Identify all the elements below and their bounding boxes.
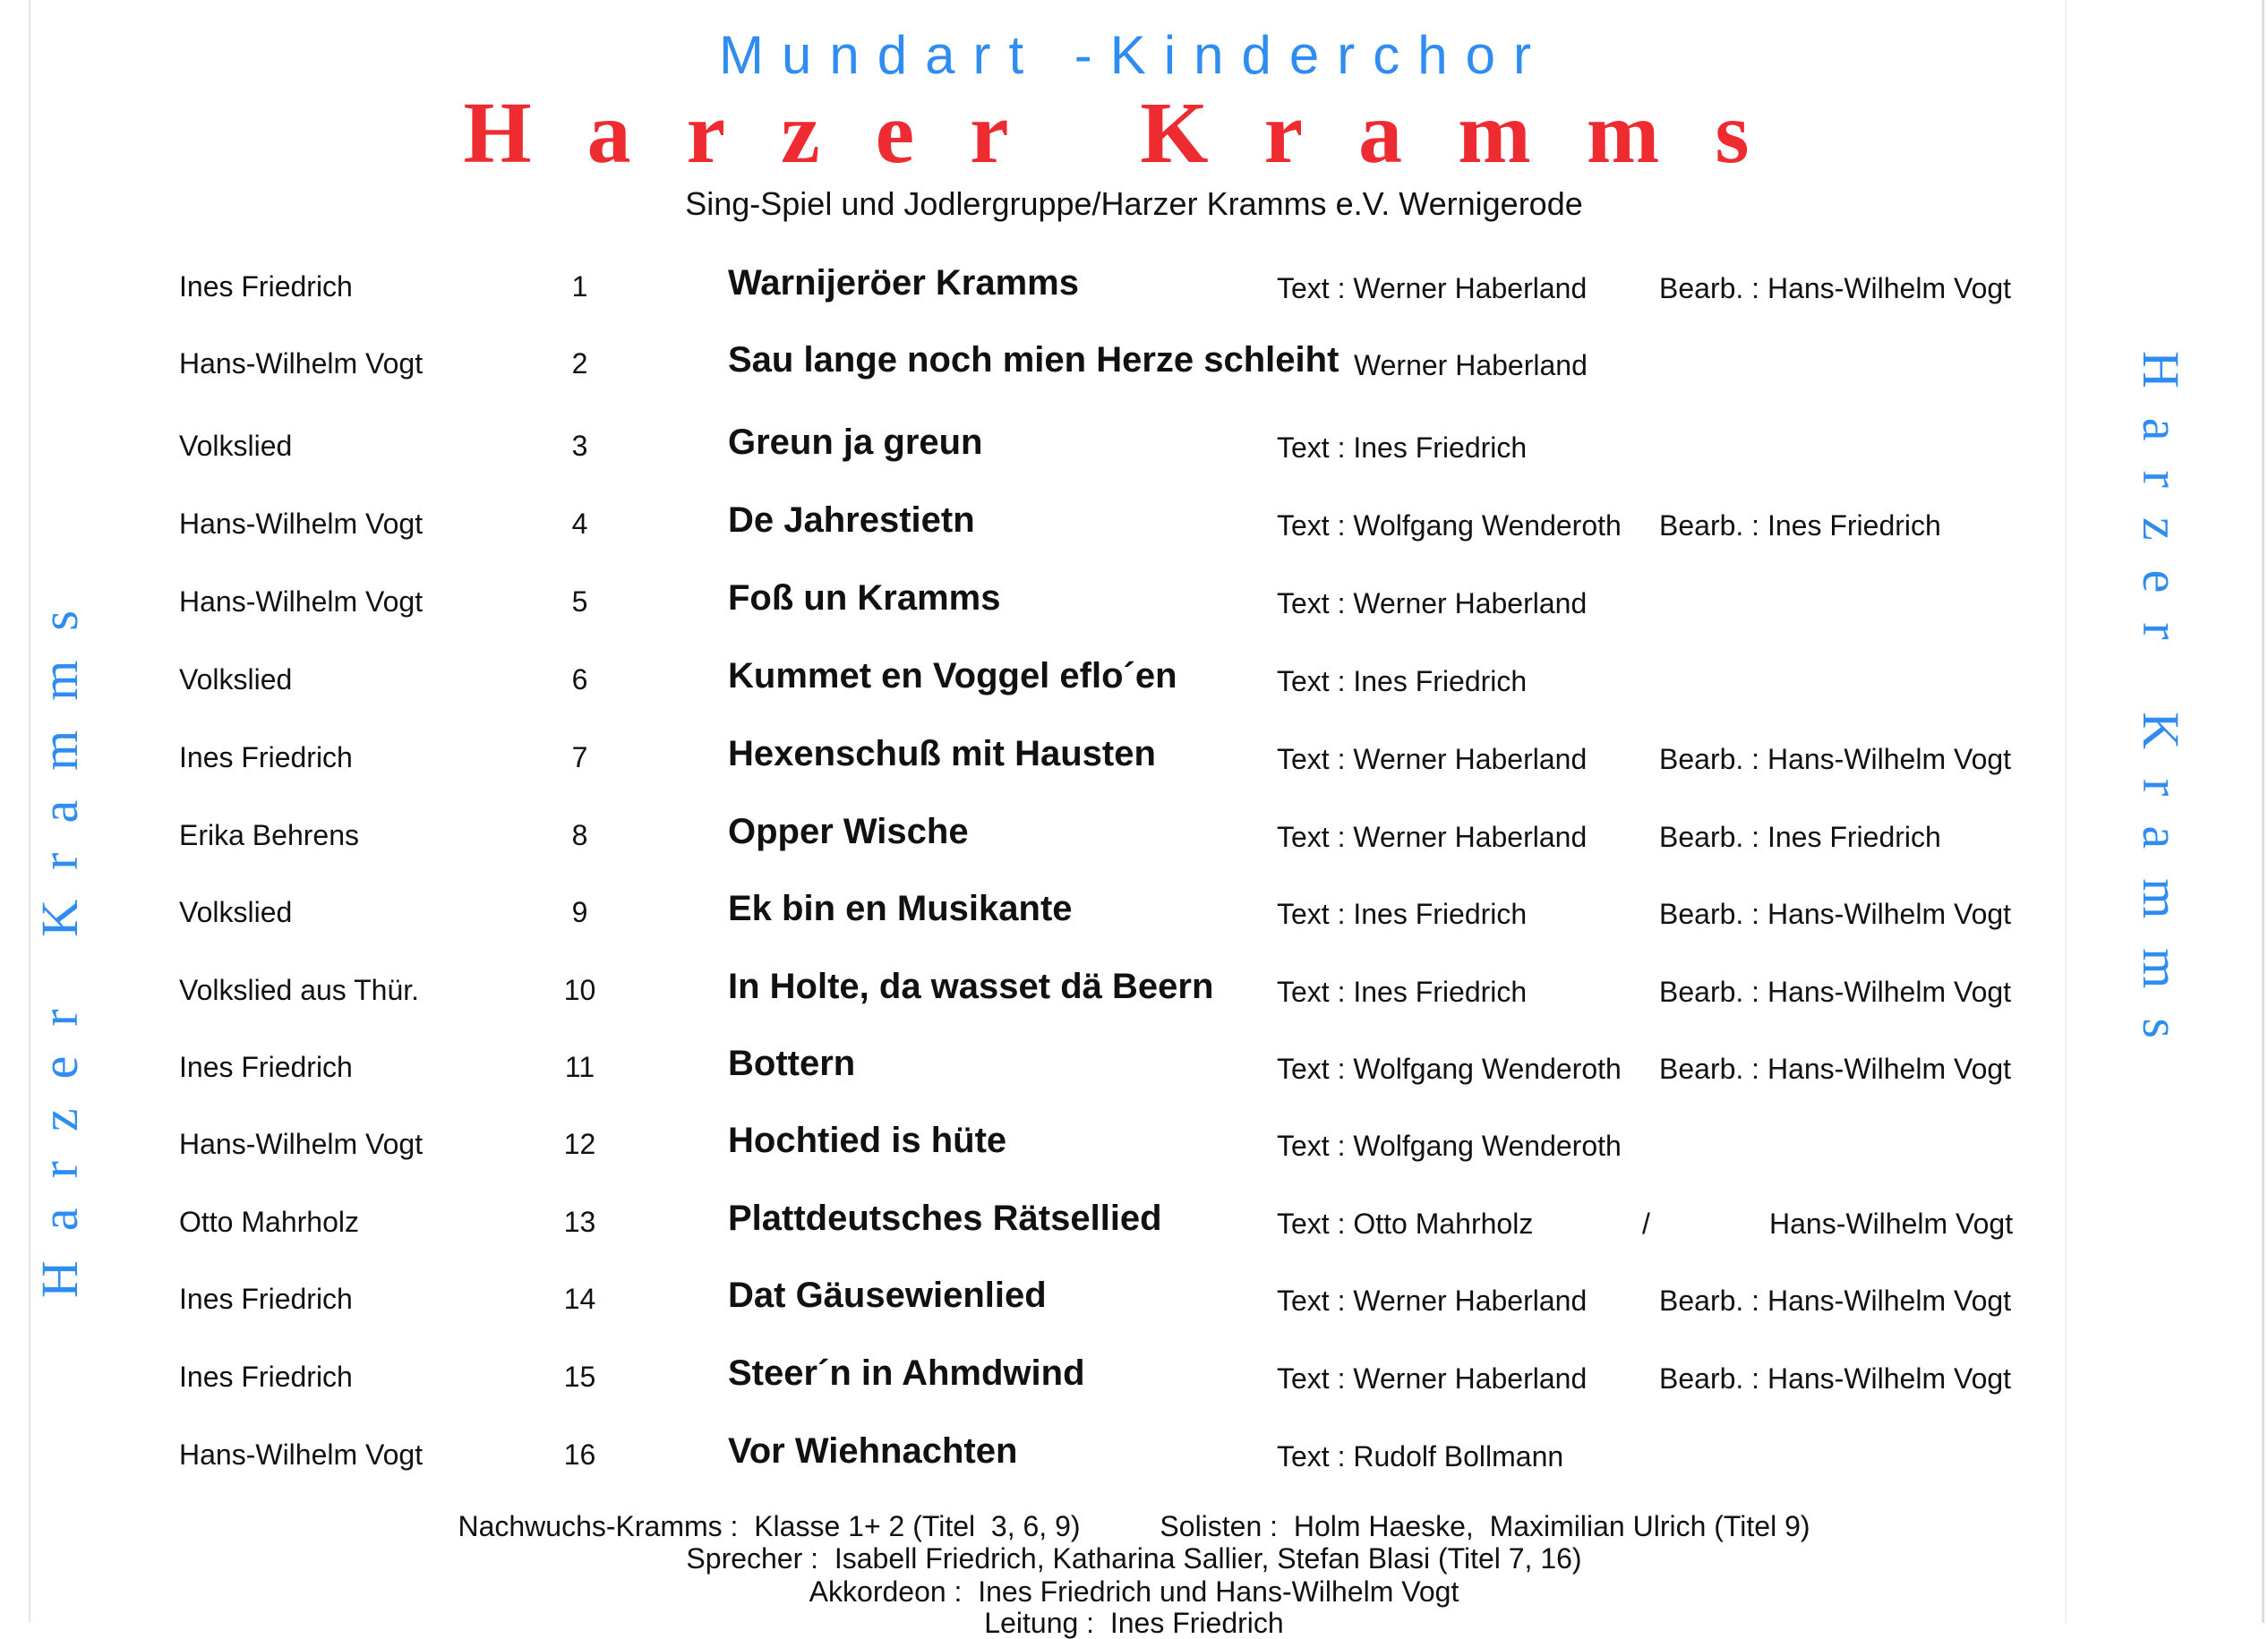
track-composer: Otto Mahrholz [179,1206,359,1238]
track-number: 10 [563,974,596,1006]
footer-credits-line-2: Sprecher : Isabell Friedrich, Katharina Sallier, Stefan Blasi (Titel 7, 16) [686,1542,1582,1575]
footer-credits-line-4: Leitung : Ines Friedrich [984,1607,1284,1639]
track-composer: Ines Friedrich [179,1361,353,1393]
track-title: In Holte, da wasset dä Beern [728,967,1214,1006]
track-composer: Volkslied aus Thür. [179,974,420,1006]
track-composer: Hans-Wilhelm Vogt [179,1128,424,1160]
track-title: Dat Gäusewienlied [728,1276,1047,1315]
track-number: 5 [571,585,588,618]
track-title: Kummet en Voggel eflo´en [728,656,1177,696]
track-row [0,260,2268,313]
track-row [0,1428,2268,1481]
track-number: 6 [571,663,588,696]
track-arrangement-credit: Bearb. : Hans-Wilhelm Vogt [1659,1053,2012,1085]
track-composer: Erika Behrens [179,819,359,851]
track-text-credit: Text : Werner Haberland [1277,587,1588,619]
choir-title: Harzer Kramms [463,85,1805,182]
track-row [0,963,2268,1017]
side-title-left: Harzer Kramms [30,581,89,1298]
track-row [0,1272,2268,1326]
track-row [0,1117,2268,1171]
track-text-author: Werner Haberland [1354,349,1588,381]
track-arrangement-credit: Bearb. : Hans-Wilhelm Vogt [1659,272,2012,304]
track-text-credit: Text : Rudolf Bollmann [1277,1440,1564,1473]
track-number: 8 [571,819,588,851]
track-row [0,419,2268,473]
track-text-credit: Text : Ines Friedrich [1277,898,1528,930]
track-title: Vor Wiehnachten [728,1431,1018,1471]
track-composer: Ines Friedrich [179,270,353,303]
track-title: Bottern [728,1044,856,1083]
track-number: 16 [563,1438,596,1471]
track-co-author: Hans-Wilhelm Vogt [1769,1208,2014,1240]
track-composer: Volkslied [179,430,293,462]
track-row [0,1040,2268,1094]
track-arrangement-credit: Bearb. : Ines Friedrich [1659,509,1941,542]
track-arrangement-credit: Bearb. : Hans-Wilhelm Vogt [1659,1285,2012,1317]
track-arrangement-credit: Bearb. : Hans-Wilhelm Vogt [1659,1362,2012,1395]
track-composer: Volkslied [179,896,293,928]
track-arrangement-credit: Bearb. : Hans-Wilhelm Vogt [1659,898,2012,930]
choir-subtitle: Mundart -Kinderchor [719,25,1549,85]
track-text-credit: Text : Werner Haberland [1277,1362,1588,1395]
track-title: Steer´n in Ahmdwind [728,1353,1085,1393]
track-title: Opper Wische [728,812,969,851]
footer-credits-line-1: Nachwuchs-Kramms : Klasse 1+ 2 (Titel 3, 6, 9) Solisten : Holm Haeske, Maximilian Ulrich (Titel 9) [458,1510,1810,1542]
track-title: Hochtied is hüte [728,1121,1007,1160]
track-title: De Jahrestietn [728,500,975,540]
track-composer: Hans-Wilhelm Vogt [179,508,424,540]
track-number: 12 [563,1128,596,1160]
track-title: Plattdeutsches Rätsellied [728,1199,1162,1238]
track-row [0,885,2268,939]
track-row [0,1350,2268,1404]
side-title-right: Harzer Kramms [2132,351,2190,1068]
track-number: 3 [571,430,588,462]
track-composer: Volkslied [179,663,293,696]
track-text-credit: Text : Wolfgang Wenderoth [1277,1053,1622,1085]
track-arrangement-credit: Bearb. : Ines Friedrich [1659,821,1941,853]
track-title: Hexenschuß mit Hausten [728,734,1156,773]
track-number: 4 [571,508,588,540]
track-title: Greun ja greun [728,423,983,462]
track-text-credit: Text : Werner Haberland [1277,743,1588,775]
track-number: 2 [571,347,588,380]
track-composer: Hans-Wilhelm Vogt [179,347,424,380]
track-text-credit: Text : Ines Friedrich [1277,431,1528,464]
track-row [0,1195,2268,1249]
track-number: 13 [563,1206,596,1238]
track-number: 11 [564,1051,595,1083]
track-title: Sau lange noch mien Herze schleiht [728,340,1339,380]
track-row [0,337,2268,390]
track-title: Ek bin en Musikante [728,889,1073,928]
track-composer: Ines Friedrich [179,1051,353,1083]
track-text-credit: Text : Ines Friedrich [1277,665,1528,697]
track-arrangement-credit: Bearb. : Hans-Wilhelm Vogt [1659,743,2012,775]
track-text-credit: Text : Werner Haberland [1277,272,1588,304]
track-number: 7 [571,741,588,773]
organization-line: Sing-Spiel und Jodlergruppe/Harzer Kramms e.V. Wernigerode [685,185,1583,222]
track-text-credit: Text : Wolfgang Wenderoth [1277,1130,1622,1162]
track-number: 15 [563,1361,596,1393]
track-row [0,808,2268,862]
track-row [0,497,2268,551]
credit-separator: / [1642,1208,1650,1240]
track-arrangement-credit: Bearb. : Hans-Wilhelm Vogt [1659,976,2012,1008]
track-number: 14 [563,1283,596,1315]
track-composer: Hans-Wilhelm Vogt [179,585,424,618]
track-row [0,653,2268,706]
track-row [0,730,2268,784]
track-number: 1 [571,270,588,303]
track-composer: Ines Friedrich [179,1283,353,1315]
track-composer: Hans-Wilhelm Vogt [179,1438,424,1471]
track-text-credit: Text : Wolfgang Wenderoth [1277,509,1622,542]
track-number: 9 [571,896,588,928]
track-text-credit: Text : Werner Haberland [1277,821,1588,853]
track-text-credit: Text : Werner Haberland [1277,1285,1588,1317]
track-title: Foß un Kramms [728,578,1001,618]
track-text-credit: Text : Otto Mahrholz [1277,1208,1534,1240]
track-text-credit: Text : Ines Friedrich [1277,976,1528,1008]
track-composer: Ines Friedrich [179,741,353,773]
footer-credits-line-3: Akkordeon : Ines Friedrich und Hans-Wilhelm Vogt [809,1575,1459,1608]
track-row [0,575,2268,628]
track-title: Warnijeröer Kramms [728,263,1079,303]
